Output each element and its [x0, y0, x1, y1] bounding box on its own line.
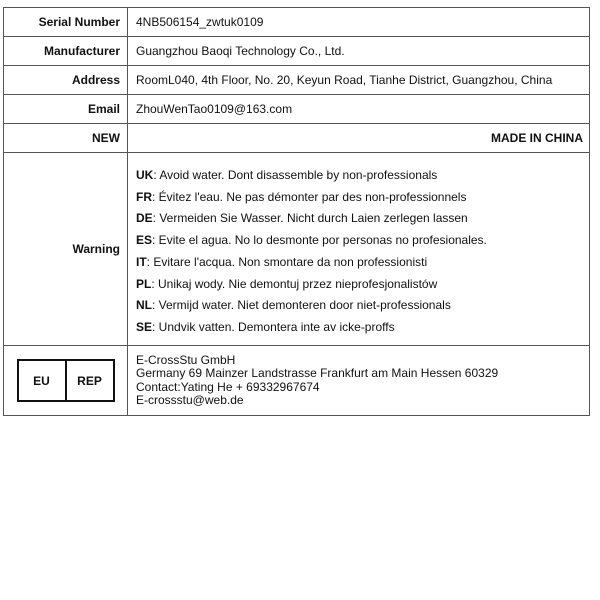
- product-label-table: [3, 7, 590, 416]
- warning-line-pl: [136, 274, 589, 296]
- warning-line-de: [136, 208, 589, 230]
- warning-line-uk: [136, 165, 589, 187]
- serial-number-value: 4NB506154_zwtuk0109: [128, 8, 590, 37]
- eu-rep-email: E-crossstu@web.de: [136, 393, 244, 408]
- eu-rep-row: [4, 345, 590, 415]
- address-row: [4, 66, 590, 95]
- serial-number-label: Serial Number: [4, 8, 128, 37]
- language-code: DE: [136, 211, 153, 226]
- warning-text: : Vermeiden Sie Wasser. Nicht durch Laien zerlegen lassen: [152, 211, 468, 226]
- manufacturer-label: Manufacturer: [4, 37, 128, 66]
- condition-row: [4, 124, 590, 153]
- language-code: IT: [136, 254, 147, 269]
- serial-number-row: [4, 8, 590, 37]
- language-code: FR: [136, 189, 152, 204]
- warning-list: [128, 153, 590, 346]
- warning-row: [4, 153, 590, 346]
- eu-rep-company: E-CrossStu GmbH: [136, 352, 236, 367]
- warning-line-fr: [136, 187, 589, 209]
- email-value: ZhouWenTao0109@163.com: [128, 95, 590, 124]
- warning-line-it: [136, 252, 589, 274]
- email-label: Email: [4, 95, 128, 124]
- warning-text: : Avoid water. Dont disassemble by non-professionals: [153, 168, 438, 182]
- warning-label: Warning: [4, 153, 128, 346]
- manufacturer-row: [4, 37, 590, 66]
- manufacturer-value: Guangzhou Baoqi Technology Co., Ltd.: [128, 37, 590, 66]
- eu-rep-badge-eu: EU: [33, 373, 50, 388]
- condition-label: NEW: [4, 124, 128, 153]
- warning-text: : Vermijd water. Niet demonteren door niet-professionals: [152, 298, 451, 313]
- language-code: PL: [136, 276, 152, 291]
- warning-line-se: [136, 317, 589, 339]
- origin-value: MADE IN CHINA: [128, 124, 590, 153]
- warning-line-nl: [136, 295, 589, 317]
- warning-text: : Evite el agua. No lo desmonte por personas no profesionales.: [152, 233, 487, 248]
- warning-line-es: [136, 230, 589, 252]
- language-code: UK: [136, 168, 154, 182]
- eu-rep-street: Germany 69 Mainzer Landstrasse Frankfurt am Main Hessen 60329: [136, 366, 499, 381]
- eu-rep-contact: Contact:Yating He + 69332967674: [136, 379, 320, 394]
- warning-text: : Évitez l'eau. Ne pas démonter par des non-professionnels: [152, 189, 467, 204]
- warning-text: : Evitare l'acqua. Non smontare da non professionisti: [146, 254, 428, 269]
- warning-text: : Undvik vatten. Demontera inte av icke-proffs: [152, 319, 395, 334]
- language-code: NL: [136, 298, 152, 313]
- email-row: [4, 95, 590, 124]
- eu-rep-badge-rep: REP: [65, 361, 113, 400]
- eu-rep-badge: [17, 359, 115, 402]
- address-value: RoomL040, 4th Floor, No. 20, Keyun Road, Tianhe District, Guangzhou, China: [128, 66, 590, 95]
- eu-rep-symbol-cell: [4, 345, 128, 415]
- warning-text: : Unikaj wody. Nie demontuj przez nieprofesjonalistów: [151, 276, 438, 291]
- eu-rep-address: [128, 345, 590, 415]
- language-code: ES: [136, 233, 153, 248]
- language-code: SE: [136, 319, 153, 334]
- address-label: Address: [4, 66, 128, 95]
